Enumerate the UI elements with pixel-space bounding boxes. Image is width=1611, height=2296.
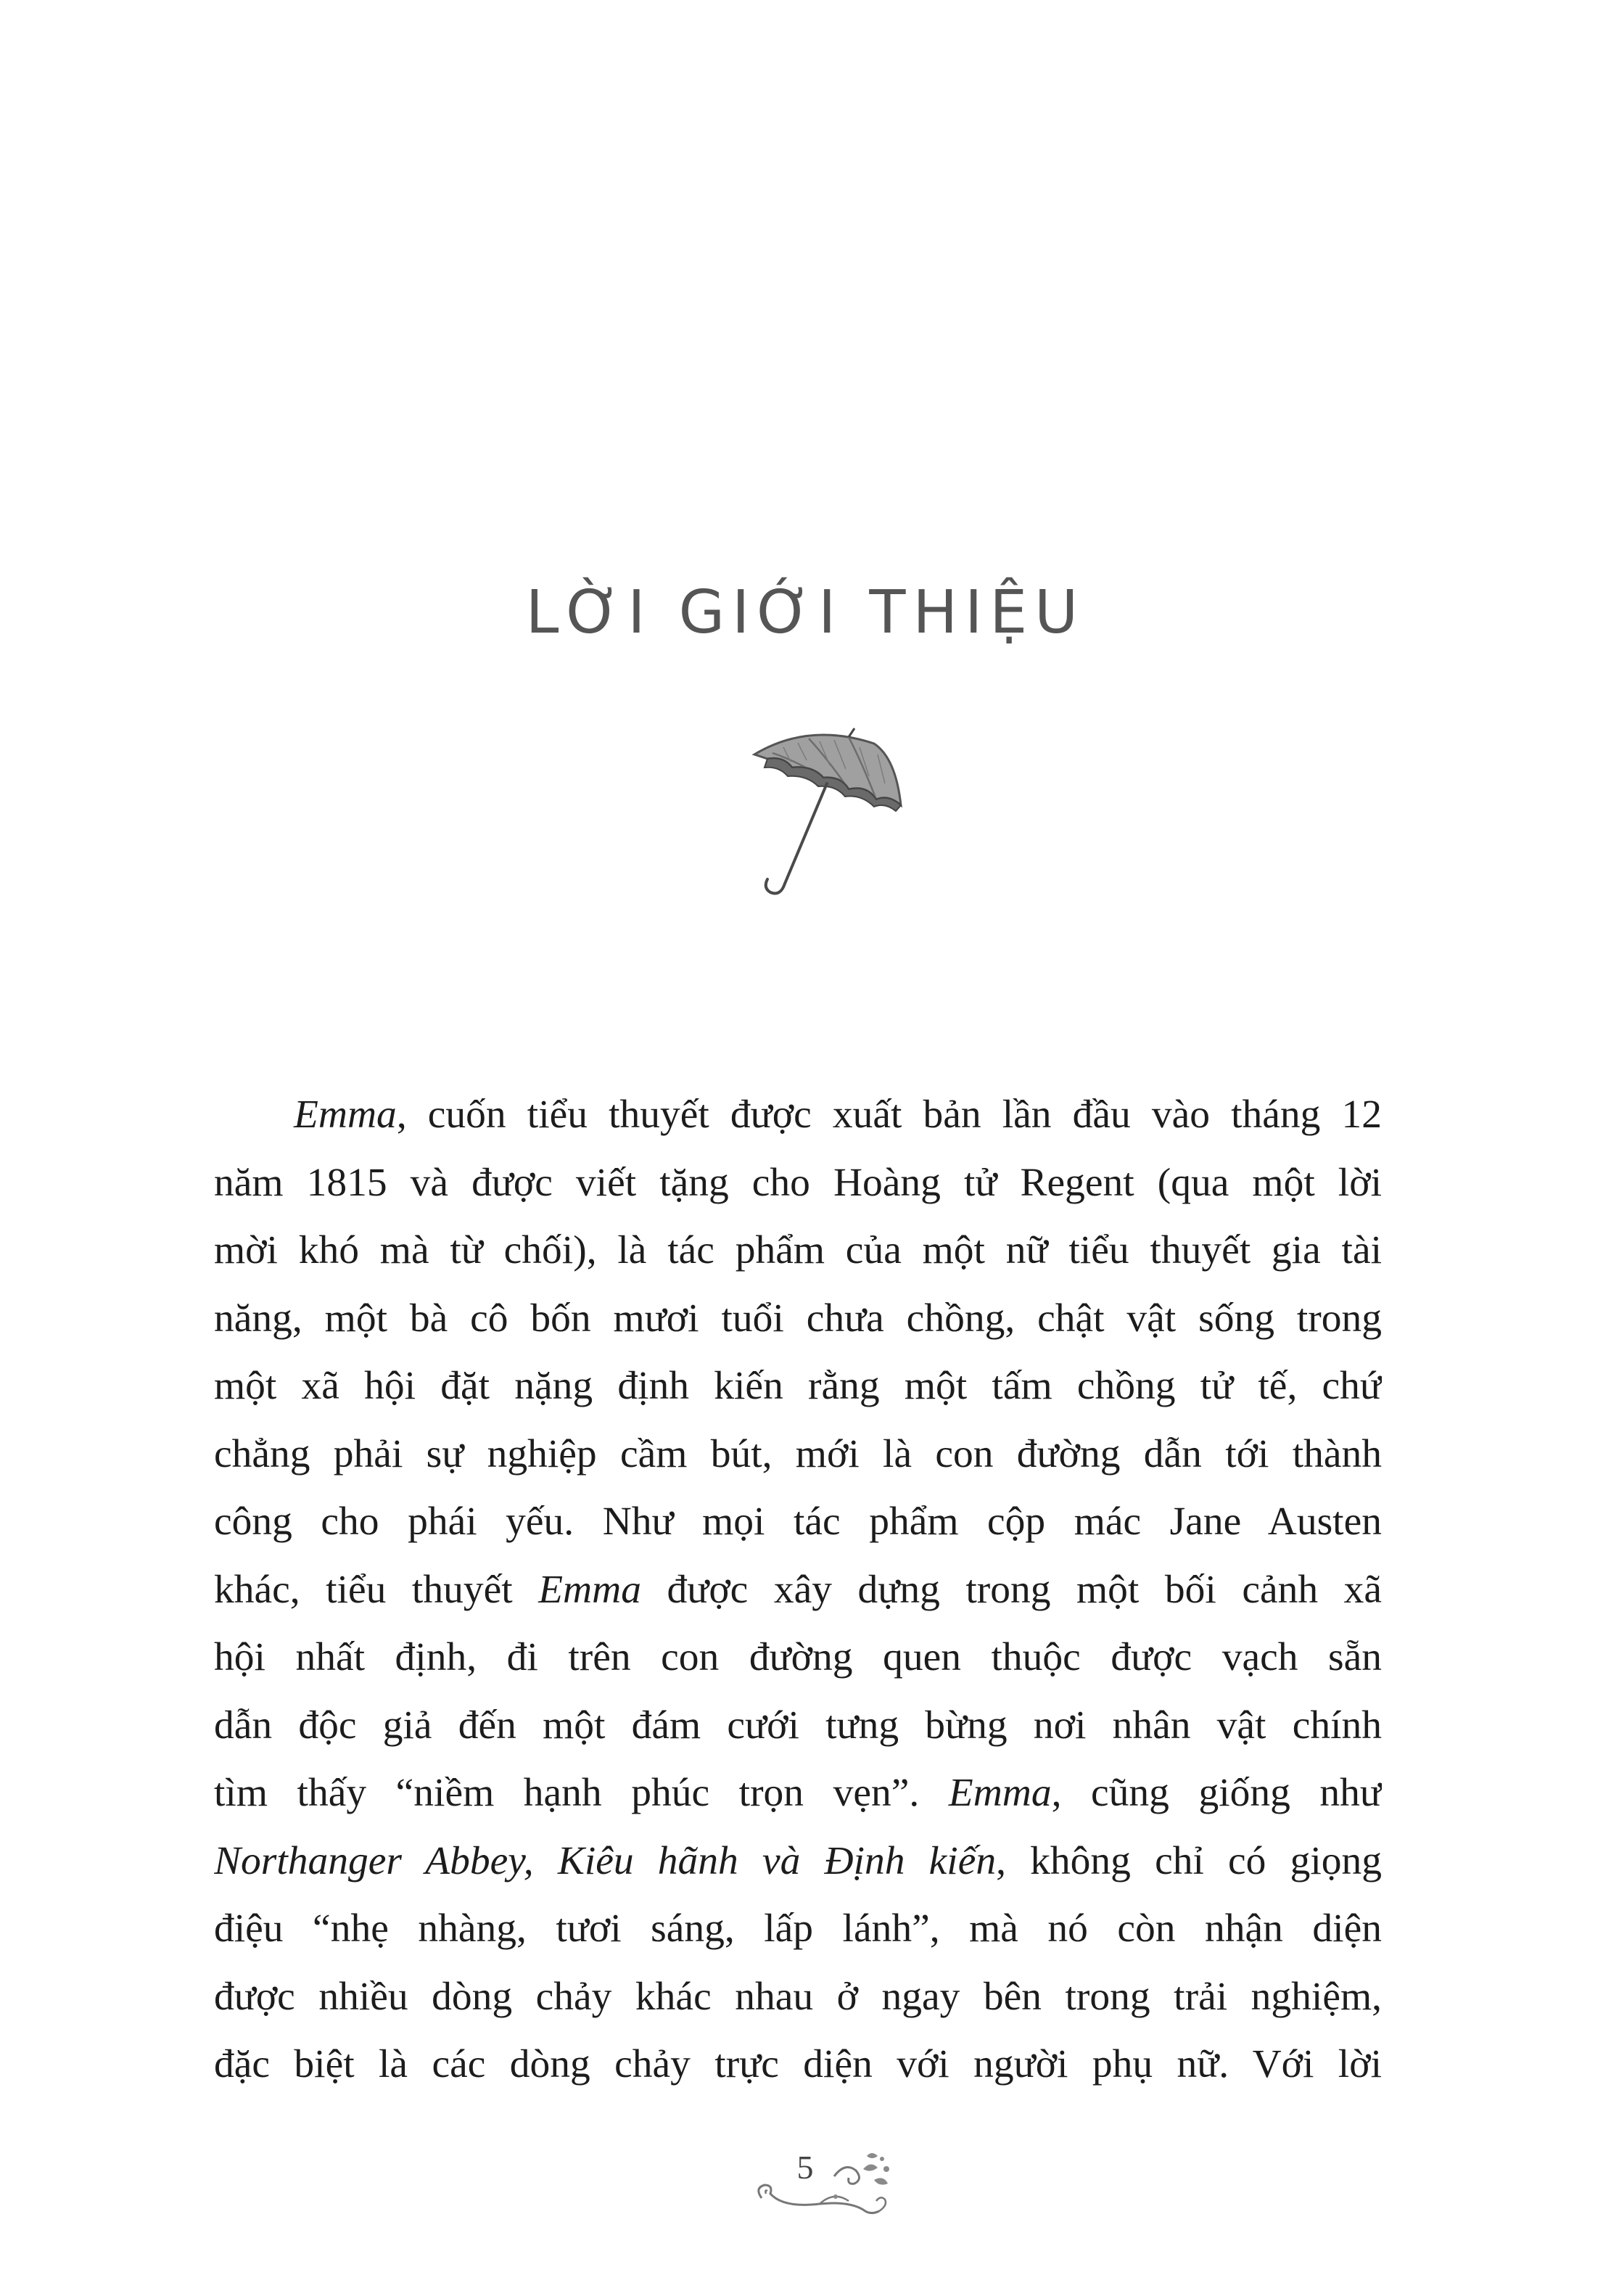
text-line: [214, 1556, 1382, 1624]
text-span: tìm thấy “niềm hạnh phúc trọn vẹn”.: [214, 1771, 949, 1815]
text-line: [214, 1895, 1382, 1963]
italic-title-span: Emma: [538, 1567, 641, 1612]
text-span: năm 1815 và được viết tặng cho Hoàng tử Regent (qua một lời: [214, 1160, 1382, 1205]
page-number: 5: [796, 2149, 814, 2186]
text-line: [214, 1692, 1382, 1760]
text-line: [214, 1488, 1382, 1556]
text-span: , cuốn tiểu thuyết được xuất bản lần đầu vào tháng 12: [396, 1093, 1382, 1137]
text-span: , không chỉ có giọng: [996, 1838, 1382, 1883]
text-line: [214, 1352, 1382, 1420]
text-span: công cho phái yếu. Như mọi tác phẩm cộp mác Jane Austen: [214, 1499, 1382, 1544]
italic-title-span: Northanger Abbey, Kiêu hãnh và Định kiến: [214, 1838, 997, 1883]
text-line: [214, 1285, 1382, 1353]
text-span: chẳng phải sự nghiệp cầm bút, mới là con đường dẫn tới thành: [214, 1431, 1382, 1476]
text-span: dẫn độc giả đến một đám cưới tưng bừng nơi nhân vật chính: [214, 1703, 1382, 1748]
text-line: [214, 1149, 1382, 1217]
italic-title-span: Emma: [948, 1771, 1052, 1815]
text-line: [214, 1963, 1382, 2031]
text-span: năng, một bà cô bốn mươi tuổi chưa chồng, chật vật sống trong: [214, 1296, 1382, 1341]
body-paragraph: [214, 1081, 1382, 2099]
text-span: được nhiều dòng chảy khác nhau ở ngay bên trong trải nghiệm,: [214, 1974, 1382, 2019]
flourish-icon: [754, 2147, 921, 2220]
text-span: được xây dựng trong một bối cảnh xã: [640, 1567, 1382, 1612]
text-line: [214, 2030, 1382, 2099]
text-span: khác, tiểu thuyết: [214, 1567, 539, 1612]
italic-title-span: Emma: [294, 1093, 397, 1137]
text-line: [214, 1420, 1382, 1489]
page-title: LỜI GIỚI THIỆU: [525, 578, 1086, 647]
text-line: [214, 1217, 1382, 1285]
text-line: [214, 1759, 1382, 1827]
text-span: , cũng giống như: [1051, 1771, 1382, 1815]
text-line: [214, 1827, 1382, 1896]
text-line: [214, 1624, 1382, 1692]
text-span: hội nhất định, đi trên con đường quen thuộc được vạch sẵn: [214, 1635, 1382, 1679]
text-span: đặc biệt là các dòng chảy trực diện với người phụ nữ. Với lời: [214, 2042, 1382, 2086]
umbrella-icon: [740, 725, 907, 900]
text-span: điệu “nhẹ nhàng, tươi sáng, lấp lánh”, mà nó còn nhận diện: [214, 1906, 1382, 1951]
text-span: một xã hội đặt nặng định kiến rằng một tấm chồng tử tế, chứ: [214, 1364, 1382, 1408]
page-footer: [754, 2147, 921, 2220]
text-span: mời khó mà từ chối), là tác phẩm của một nữ tiểu thuyết gia tài: [214, 1228, 1382, 1272]
text-line: [214, 1081, 1382, 1149]
